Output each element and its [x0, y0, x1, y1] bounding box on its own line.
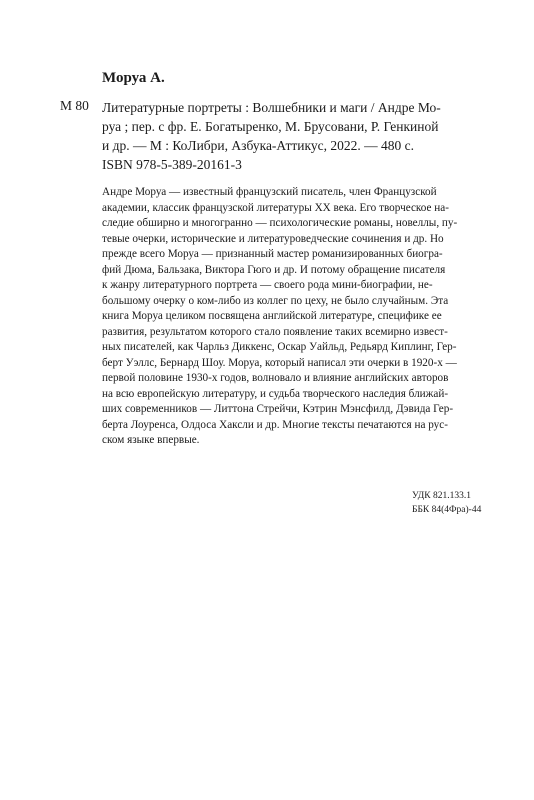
- shelf-code: М 80: [60, 98, 89, 113]
- bbk-code: ББК 84(4Фра)-44: [412, 505, 482, 515]
- annotation-line: первой половине 1930-х годов, волновало и влияние английских авторов: [102, 372, 449, 384]
- udc-code: УДК 821.133.1: [412, 491, 471, 501]
- annotation-line: следие обширно и многогранно — психологические романы, новеллы, пу-: [102, 217, 458, 229]
- bibliographic-line: и др. — М : КоЛибри, Азбука-Аттикус, 2022. — 480 с.: [102, 138, 415, 153]
- annotation-line: ском языке впервые.: [102, 434, 200, 446]
- annotation: [102, 185, 492, 449]
- annotation-line: берта Лоуренса, Олдоса Хаксли и др. Многие тексты печатаются на рус-: [102, 418, 448, 431]
- annotation-line: на всю европейскую литературу, и судьба творческого наследия ближай-: [102, 387, 449, 400]
- annotation-line: большому очерку о ком-либо из коллег по цеху, не было случайным. Эта: [102, 294, 449, 307]
- isbn: ISBN 978-5-389-20161-3: [102, 157, 242, 172]
- annotation-line: Андре Моруа — известный французский писатель, член Французской: [102, 186, 437, 198]
- annotation-line: академии, классик французской литературы XX века. Его творческое на-: [102, 201, 449, 214]
- bibliographic-line: Литературные портреты : Волшебники и маги / Андре Мо-: [102, 100, 441, 115]
- annotation-line: ных писателей, как Чарльз Диккенс, Оскар Уайльд, Редьярд Киплинг, Гер-: [102, 341, 457, 353]
- annotation-line: тевые очерки, исторические и литературоведческие сочинения и др. Но: [102, 232, 444, 245]
- annotation-line: книга Моруа целиком посвящена английской литературе, специфике ее: [102, 310, 442, 322]
- classification-codes: [412, 489, 481, 517]
- annotation-line: ших современников — Литтона Стрейчи, Кэтрин Мэнсфилд, Дэвида Гер-: [102, 403, 454, 415]
- author-heading: Моруа А.: [102, 70, 165, 86]
- bibliographic-line: руа ; пер. с фр. Е. Богатыренко, М. Брусовани, Р. Генкиной: [102, 119, 439, 134]
- annotation-line: развития, результатом которого стало появление таких всемирно извест-: [102, 325, 448, 338]
- annotation-line: к жанру литературного портрета — своего рода мини-биографии, не-: [102, 279, 433, 291]
- annotation-line: прежде всего Моруа — признанный мастер романизированных биогра-: [102, 248, 443, 260]
- annotation-line: фий Дюма, Бальзака, Виктора Гюго и др. И потому обращение писателя: [102, 263, 446, 276]
- bibliographic-description: [102, 98, 492, 174]
- annotation-line: берт Уэллс, Бернард Шоу. Моруа, который написал эти очерки в 1920-х —: [102, 356, 457, 369]
